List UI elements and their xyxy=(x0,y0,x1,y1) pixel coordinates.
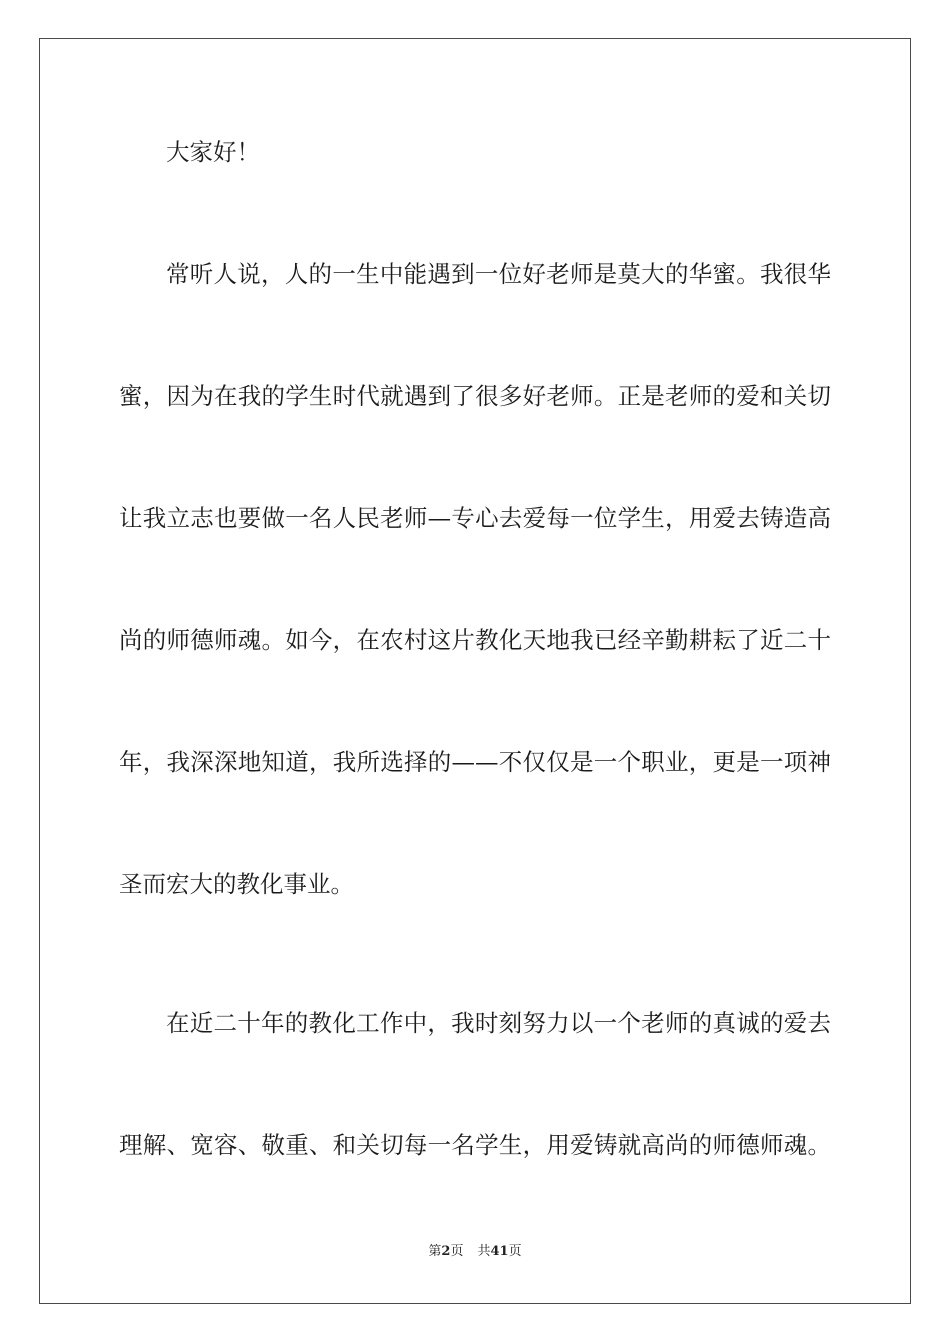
paragraph-1-line-2: 蜜，因为在我的学生时代就遇到了很多好老师。正是老师的爱和关切 xyxy=(119,382,831,410)
page-suffix: 页 xyxy=(450,1244,464,1259)
page-frame xyxy=(39,38,911,1304)
paragraph-1-line-4: 尚的师德师魂。如今，在农村这片教化天地我已经辛勤耕耘了近二十 xyxy=(119,626,831,654)
total-suffix: 页 xyxy=(508,1244,522,1259)
total-prefix: 共 xyxy=(477,1244,491,1259)
paragraph-1-line-6: 圣而宏大的教化事业。 xyxy=(119,870,354,898)
page-prefix: 第 xyxy=(428,1244,442,1259)
greeting-line: 大家好！ xyxy=(166,138,260,166)
paragraph-2-line-1: 在近二十年的教化工作中，我时刻努力以一个老师的真诚的爱去 xyxy=(166,1009,831,1037)
paragraph-1-line-3: 让我立志也要做一名人民老师—专心去爱每一位学生，用爱去铸造高 xyxy=(119,504,831,532)
paragraph-1-line-1: 常听人说，人的一生中能遇到一位好老师是莫大的华蜜。我很华 xyxy=(166,260,831,288)
page-number: 2 xyxy=(441,1244,451,1259)
total-pages: 41 xyxy=(490,1244,509,1259)
paragraph-2-line-2: 理解、宽容、敬重、和关切每一名学生，用爱铸就高尚的师德师魂。 xyxy=(119,1131,831,1159)
paragraph-1-line-5: 年，我深深地知道，我所选择的——不仅仅是一个职业，更是一项神 xyxy=(119,748,831,776)
page-footer xyxy=(0,1243,950,1261)
